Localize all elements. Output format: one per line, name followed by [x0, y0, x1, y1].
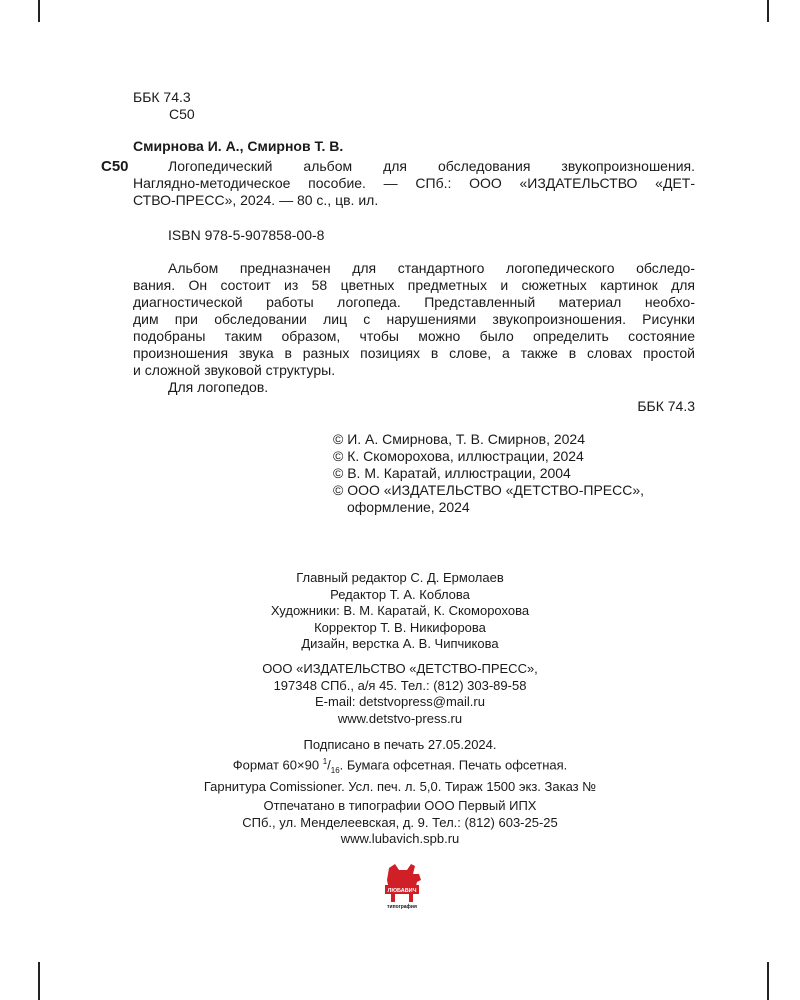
- copyright-line: © ООО «ИЗДАТЕЛЬСТВО «ДЕТСТВО-ПРЕСС»,: [333, 482, 645, 498]
- crop-mark-bottom-left: [38, 962, 40, 1000]
- format-num: 1: [322, 756, 328, 766]
- authors: Смирнова И. А., Смирнов Т. В.: [133, 138, 344, 154]
- signed-date: Подписано в печать 27.05.2024.: [303, 737, 497, 752]
- dog-logo-icon: [377, 858, 427, 910]
- bbk-header: [133, 89, 195, 123]
- publisher-info: [0, 661, 800, 727]
- annotation-line: произношения звука в разных позициях в слове, а также в словах простой: [133, 345, 695, 361]
- author-mark: С50: [169, 106, 195, 122]
- copyright-line: © И. А. Смирнова, Т. В. Смирнов, 2024: [333, 431, 585, 447]
- crop-mark-bottom-right: [767, 962, 769, 1000]
- description-line: Логопедический альбом для обследования звукопроизношения.: [168, 158, 695, 174]
- annotation-line: диагностической работы логопеда. Представленный материал необхо-: [133, 294, 695, 310]
- credit-line: Дизайн, верстка А. В. Чипчикова: [301, 636, 499, 651]
- copyright-line: © В. М. Каратай, иллюстрации, 2004: [333, 465, 571, 481]
- annotation-line: и сложной звуковой структуры.: [133, 362, 336, 378]
- bbk-code: ББК 74.3: [133, 89, 191, 105]
- printer-info: [0, 798, 800, 848]
- credit-line: Редактор Т. А. Коблова: [330, 586, 470, 602]
- bbk-footer-code: ББК 74.3: [637, 398, 695, 414]
- crop-mark-top-right: [767, 0, 769, 22]
- logo-caption: типография: [387, 904, 417, 910]
- credit-line: Художники: В. М. Каратай, К. Скоморохова: [270, 603, 530, 618]
- format-den: 16: [330, 765, 340, 775]
- annotation-line: дим при обследовании лиц с нарушениями звукопроизношения. Рисунки: [133, 311, 695, 327]
- bibliographic-description: [133, 158, 695, 209]
- annotation-line: подобраны таким образом, чтобы можно было определить состояние: [133, 328, 695, 344]
- annotation-line: вания. Он состоит из 58 цветных предметных и сюжетных картинок для: [133, 277, 695, 293]
- copyright-line: © К. Скоморохова, иллюстрации, 2024: [333, 448, 584, 464]
- format-line: Формат 60×90 $^1/_{16}$. Бумага офсетная. Печать офсетная.: [232, 756, 568, 775]
- description-line: Наглядно-методическое пособие. — СПб.: ООО «ИЗДАТЕЛЬСТВО «ДЕТ-: [133, 175, 695, 191]
- crop-mark-top-left: [38, 0, 40, 22]
- audience: Для логопедов.: [168, 379, 269, 395]
- credit-line: Главный редактор С. Д. Ермолаев: [296, 570, 504, 585]
- annotation-line: Альбом предназначен для стандартного логопедического обследо-: [168, 260, 695, 276]
- copyright-block: [333, 431, 644, 516]
- copyright-line: оформление, 2024: [347, 499, 470, 515]
- format-suffix: . Бумага офсетная. Печать офсетная.: [339, 756, 568, 772]
- printer-line: СПб., ул. Менделеевская, д. 9. Тел.: (812) 603-25-25: [242, 814, 558, 830]
- publisher-line: ООО «ИЗДАТЕЛЬСТВО «ДЕТСТВО-ПРЕСС»,: [262, 661, 538, 676]
- isbn: ISBN 978-5-907858-00-8: [168, 227, 325, 243]
- printer-website: www.lubavich.spb.ru: [340, 831, 460, 846]
- printer-line: Отпечатано в типографии ООО Первый ИПХ: [263, 798, 537, 813]
- publisher-email: E-mail: detstvopress@mail.ru: [315, 694, 485, 709]
- print-info: [0, 737, 800, 795]
- logo-brand: ЛЮБАВИЧ: [387, 888, 417, 894]
- annotation: [133, 260, 695, 396]
- printer-logo: [377, 858, 427, 910]
- index-mark: С50: [101, 158, 129, 175]
- description-line: СТВО-ПРЕСС», 2024. — 80 с., цв. ил.: [133, 192, 379, 208]
- publisher-website: www.detstvo-press.ru: [337, 710, 463, 726]
- publisher-line: 197348 СПб., а/я 45. Тел.: (812) 303-89-58: [273, 677, 527, 693]
- credit-line: Корректор Т. В. Никифорова: [314, 619, 486, 635]
- credits: [0, 570, 800, 653]
- typeface-line: Гарнитура Comissioner. Усл. печ. л. 5,0. Тираж 1500 экз. Заказ №: [203, 778, 597, 794]
- format-prefix: Формат 60×90: [232, 756, 320, 772]
